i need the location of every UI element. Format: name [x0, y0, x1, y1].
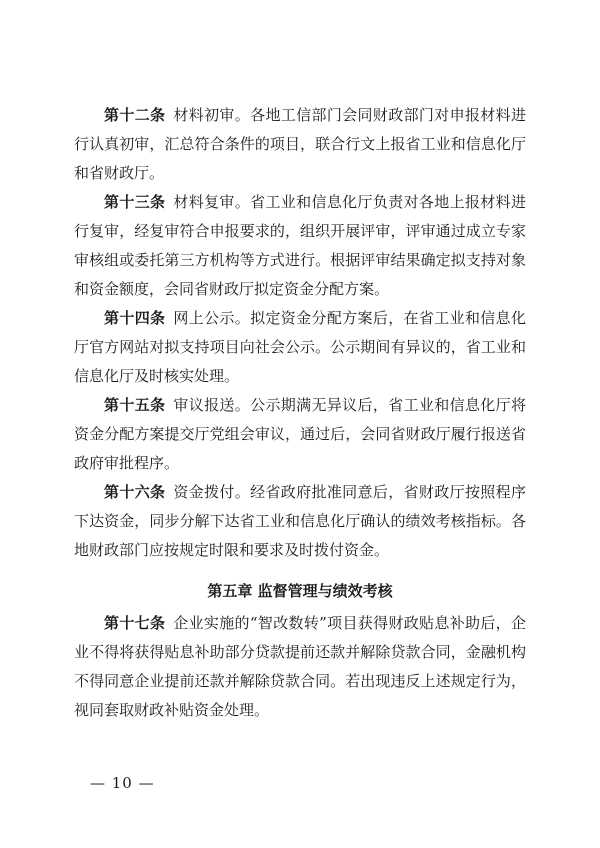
page-number: — 10 —	[90, 774, 155, 792]
article-text: 网上公示。拟定资金分配方案后，在省工业和信息化厅官方网站对拟支持项目向社会公示。公示期间有异议的，省工业和信息化厅及时核实处理。	[74, 309, 526, 385]
article-text: 材料复审。省工业和信息化厅负责对各地上报材料进行复审，经复审符合申报要求的，组织开展评审，评审通过成立专家审核组或委托第三方机构等方式进行。根据评审结果确定拟支持对象和资金额度，会同省财政厅拟定资金分配方案。	[74, 193, 526, 298]
article-text: 企业实施的“智改数转”项目获得财政贴息补助后，企业不得将获得贴息补助部分贷款提前还款并解除贷款合同，金融机构不得同意企业提前还款并解除贷款合同。若出现违反上述规定行为，视同套取财政补贴资金处理。	[74, 614, 526, 719]
article-label: 第十五条	[104, 396, 166, 414]
article-14	[74, 304, 526, 391]
article-text: 材料初审。各地工信部门会同财政部门对申报材料进行认真初审，汇总符合条件的项目，联合行文上报省工业和信息化厅和省财政厅。	[74, 106, 526, 182]
article-13	[74, 188, 526, 304]
article-12	[74, 101, 526, 188]
article-label: 第十七条	[104, 614, 166, 632]
document-body	[74, 101, 526, 725]
article-label: 第十三条	[104, 193, 166, 211]
article-17	[74, 609, 526, 725]
article-text: 资金拨付。经省政府批准同意后，省财政厅按照程序下达资金，同步分解下达省工业和信息化厅确认的绩效考核指标。各地财政部门应按规定时限和要求及时拨付资金。	[74, 483, 526, 559]
article-label: 第十六条	[104, 483, 166, 501]
chapter-heading: 第五章 监督管理与绩效考核	[207, 582, 393, 600]
article-text: 审议报送。公示期满无异议后，省工业和信息化厅将资金分配方案提交厅党组会审议，通过后，会同省财政厅履行报送省政府审批程序。	[74, 396, 526, 472]
article-label: 第十四条	[104, 309, 166, 327]
article-15	[74, 391, 526, 478]
article-label: 第十二条	[104, 106, 166, 124]
article-16	[74, 478, 526, 565]
